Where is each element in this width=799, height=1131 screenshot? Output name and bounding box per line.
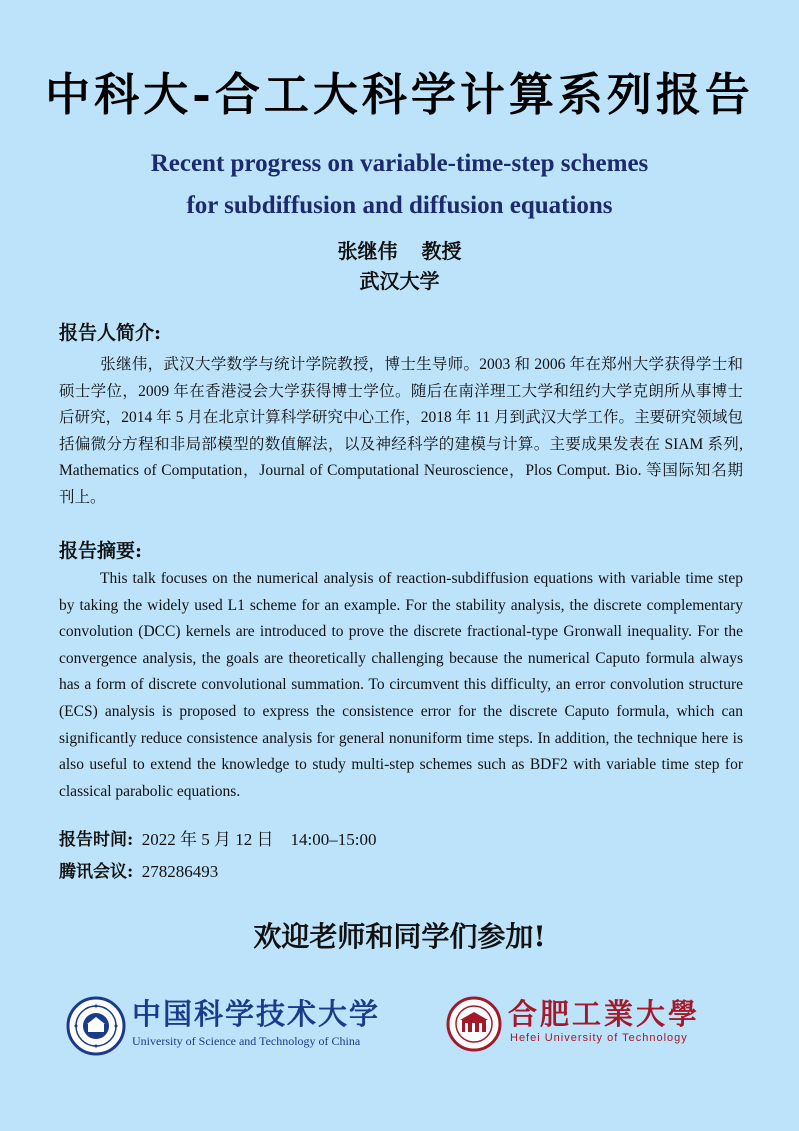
hfut-seal-icon	[446, 996, 502, 1052]
welcome-message: 欢迎老师和同学们参加!	[253, 920, 546, 953]
schedule-time	[59, 826, 376, 854]
bio-heading: 报告人简介:	[59, 322, 162, 344]
talk-title-line1: Recent progress on variable-time-step schemes	[150, 150, 649, 177]
ustc-seal-icon	[66, 996, 126, 1056]
abstract-text: This talk focuses on the numerical analysis of reaction-subdiffusion equations with variable time step by taking the widely used L1 scheme for an example. For the stability analysis, the discrete complementary convolution (DCC) kernels are introduced to prove the discrete fractional-type Gronwall inequality. For the convergence analysis, the goals are theoretically challenging because the numerical Caputo formula always has a form of discrete convolutional summation. To circumvent this difficulty, an error convolution structure (ECS) analysis is proposed to express the consistence error for the discrete Caputo formula, which can significantly reduce consistence analysis for general nonuniform time steps. In addition, the technique here is also useful to extend the knowledge to study multi-step schemes such as BDF2 with variable time step for classical parabolic equations.	[59, 570, 743, 800]
time-label: 报告时间:	[59, 830, 134, 850]
hfut-logo	[446, 996, 746, 1056]
speaker-affiliation: 武汉大学	[359, 269, 440, 293]
talk-title-line2: for subdiffusion and diffusion equations	[186, 192, 613, 219]
bio-text: 张继伟，武汉大学数学与统计学院教授，博士生导师。2003 和 2006 年在郑州大学获得学士和硕士学位，2009 年在香港浸会大学获得博士学位。随后在南洋理工大学和纽约大学克朗所从事博士后研究，2014 年 5 月在北京计算科学研究中心工作，2018 年 11 月到武汉大学工作。主要研究领域包括偏微分方程和非局部模型的数值解法，以及神经科学的建模与计算。主要成果发表在 SIAM 系列, Mathematics of Computation，Journal of Computational Neuroscience，Plos Comput. Bio. 等国际知名期刊上。	[59, 356, 743, 506]
speaker-block	[0, 236, 799, 296]
ustc-name-cn: 中国科学技术大学	[132, 997, 381, 1031]
abstract-text-block	[59, 566, 743, 805]
hfut-name-cn: 合肥工業大學	[508, 997, 701, 1031]
speaker-name: 张继伟	[337, 239, 398, 263]
bio-text-block	[59, 352, 743, 512]
meeting-label: 腾讯会议:	[59, 862, 134, 882]
time-value: 2022 年 5 月 12 日 14:00–15:00	[141, 830, 377, 849]
schedule-meeting	[59, 858, 218, 886]
speaker-title: 教授	[421, 239, 462, 263]
ustc-name-en: University of Science and Technology of China	[132, 1034, 361, 1048]
ustc-logo	[66, 996, 406, 1056]
talk-title	[0, 143, 799, 227]
series-title: 中科大-合工大科学计算系列报告	[45, 68, 754, 121]
hfut-name-en: Hefei University of Technology	[510, 1032, 688, 1044]
meeting-id: 278286493	[141, 862, 219, 881]
abstract-heading: 报告摘要:	[59, 540, 143, 562]
